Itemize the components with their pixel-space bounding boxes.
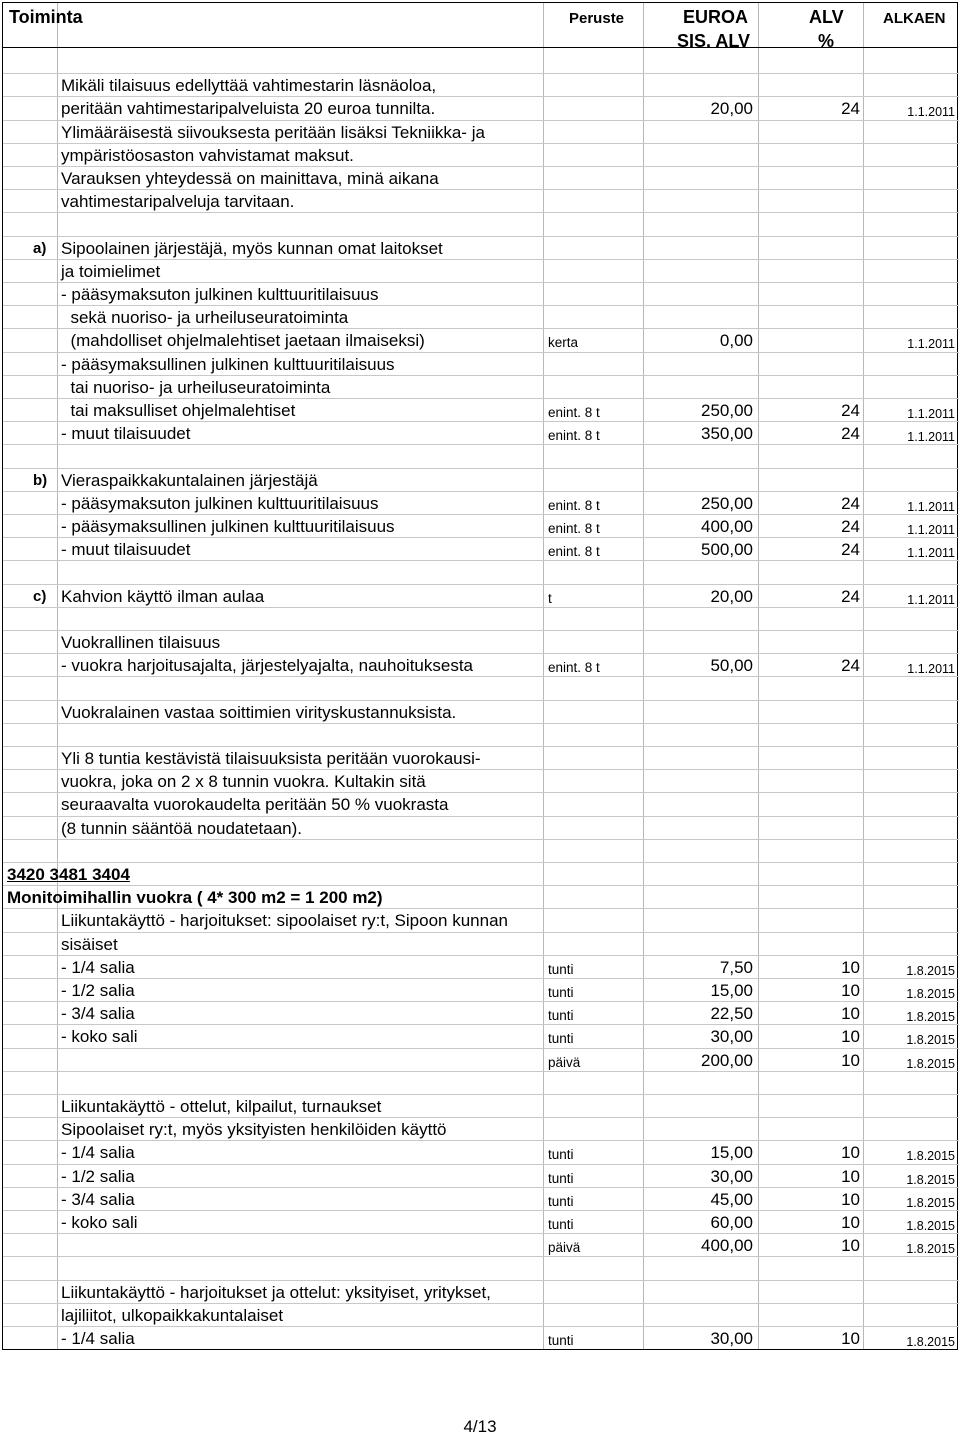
row-vat: 24 [841,656,860,676]
row-description: - 1/4 salia [61,1143,135,1163]
row-description: Ylimääräisestä siivouksesta peritään lisäksi Tekniikka- ja [61,122,485,142]
table-row [3,653,959,676]
row-description: - koko sali [61,1213,138,1232]
row-description: sisäiset [61,934,118,954]
row-description: 3420 3481 3404 [7,865,130,884]
row-price: 500,00 [701,540,753,560]
header-rule [3,47,957,48]
table-row [3,259,959,282]
table-row [3,305,959,328]
table-row [3,908,959,931]
table-row [3,1256,959,1279]
row-description: - vuokra harjoitusajalta, järjestelyajalta, nauhoituksesta [61,656,474,676]
row-unit: päivä [548,1240,581,1256]
table-row [3,236,959,259]
row-vat: 10 [841,1004,860,1024]
table-row [3,166,959,189]
row-description: Varauksen yhteydessä on mainittava, minä aikana [61,169,439,188]
table-row [3,560,959,583]
row-description: peritään vahtimestaripalveluista 20 euroa tunnilta. [61,99,436,119]
row-price: 7,50 [719,957,753,977]
header-toiminta: Toiminta [9,7,83,27]
table-row [3,514,959,537]
row-unit: tunti [548,1193,574,1209]
row-unit: tunti [548,961,574,977]
row-description: Sipoolaiset ry:t, myös yksityisten henkilöiden käyttö [61,1120,447,1140]
row-letter: b) [33,471,48,489]
header-euroa: EUROA [683,7,749,27]
row-date: 1.1.2011 [907,592,955,607]
row-price: 45,00 [710,1189,753,1209]
table-row [3,1280,959,1303]
header-alkaen: ALKAEN [883,10,946,27]
row-unit: enint. 8 t [548,428,600,444]
row-unit: tunti [548,1333,574,1348]
row-description: Vuokralainen vastaa soittimien virityskustannuksista. [61,702,457,722]
header-peruste: Peruste [569,10,625,27]
table-row [3,1048,959,1071]
table-row [3,1233,959,1256]
row-vat: 24 [841,493,860,513]
row-description: Vieraspaikkakuntalainen järjestäjä [61,470,318,490]
table-row [3,120,959,143]
row-vat: 10 [841,1236,860,1256]
table-row [3,700,959,723]
row-unit: tunti [548,1170,574,1186]
row-vat: 24 [841,517,860,536]
row-date: 1.1.2011 [907,337,955,352]
row-price: 250,00 [701,401,753,420]
table-row [3,955,959,978]
row-date: 1.1.2011 [907,546,955,561]
table-row [3,862,959,885]
row-vat: 10 [841,1166,860,1186]
row-date: 1.8.2015 [906,1010,955,1025]
row-description: - koko sali [61,1027,138,1047]
row-vat: 10 [841,981,860,1000]
row-unit: tunti [548,1008,574,1024]
table-row [3,143,959,166]
row-price: 50,00 [710,656,753,676]
table-row [3,792,959,815]
row-description: Kahvion käyttö ilman aulaa [61,586,265,606]
row-vat: 10 [841,1050,860,1070]
row-price: 0,00 [719,331,753,351]
table-row [3,1303,959,1326]
row-vat: 10 [841,1189,860,1209]
row-unit: enint. 8 t [548,497,600,513]
row-vat: 24 [841,99,860,119]
row-unit: enint. 8 t [548,660,600,676]
row-price: 350,00 [701,424,753,444]
table-row [3,584,959,607]
row-date: 1.1.2011 [907,662,955,677]
table-row [3,932,959,955]
row-unit: t [548,590,552,606]
row-vat: 24 [841,540,860,560]
table-row [3,537,959,560]
row-description: Liikuntakäyttö - harjoitukset ja ottelut: yksityiset, yritykset, [61,1282,491,1302]
row-date: 1.8.2015 [906,1149,955,1164]
row-vat: 10 [841,1213,860,1232]
header-alv-percent: % [818,31,835,51]
table-row [3,1187,959,1210]
table-row [3,630,959,653]
row-description: sekä nuoriso- ja urheiluseuratoiminta [61,308,349,328]
row-vat: 10 [841,957,860,977]
table-row [3,607,959,630]
row-description: ympäristöosaston vahvistamat maksut. [61,145,354,165]
row-letter: c) [33,587,47,605]
row-unit: päivä [548,1054,581,1070]
row-description: Liikuntakäyttö - ottelut, kilpailut, turnaukset [61,1097,382,1116]
page-number: 4/13 [463,1417,497,1436]
row-description: lajiliitot, ulkopaikkakuntalaiset [61,1305,284,1325]
row-description: Liikuntakäyttö - harjoitukset: sipoolaiset ry:t, Sipoon kunnan [61,911,508,931]
row-description: (mahdolliset ohjelmalehtiset jaetaan ilmaiseksi) [61,331,425,351]
row-description: Mikäli tilaisuus edellyttää vahtimestarin läsnäoloa, [61,76,437,96]
table-row [3,839,959,862]
row-description: - 1/4 salia [61,1329,135,1348]
row-price: 22,50 [710,1004,753,1024]
row-date: 1.8.2015 [906,1335,955,1349]
table-row [3,1001,959,1024]
row-date: 1.1.2011 [907,407,955,421]
row-date: 1.8.2015 [906,1172,955,1187]
row-description: - 1/2 salia [61,981,135,1000]
table-row [3,375,959,398]
table-row [3,352,959,375]
row-description: (8 tunnin sääntöä noudatetaan). [61,818,303,838]
row-vat: 10 [841,1329,860,1348]
table-row [3,1326,959,1349]
row-description: tai nuoriso- ja urheiluseuratoiminta [61,377,331,397]
row-description: - 3/4 salia [61,1189,135,1209]
header-sis-alv: SIS. ALV [677,31,751,51]
table-row [3,189,959,212]
table-row [3,723,959,746]
row-description: - pääsymaksullinen julkinen kulttuuritilaisuus [61,517,395,536]
row-date: 1.1.2011 [907,523,955,537]
row-price: 250,00 [701,493,753,513]
row-description: - 1/4 salia [61,957,135,977]
row-vat: 24 [841,586,860,606]
row-vat: 10 [841,1027,860,1047]
row-vat: 10 [841,1143,860,1163]
row-vat: 24 [841,401,860,420]
table-row [3,746,959,769]
row-unit: enint. 8 t [548,544,600,560]
row-date: 1.8.2015 [906,1195,955,1210]
row-price: 15,00 [710,981,753,1000]
row-price: 20,00 [710,99,753,119]
table-row [3,1024,959,1047]
row-description: Sipoolainen järjestäjä, myös kunnan omat laitokset [61,238,443,258]
table-row [3,769,959,792]
row-price: 20,00 [710,586,753,606]
row-description: Monitoimihallin vuokra ( 4* 300 m2 = 1 200 m2) [7,888,383,908]
row-description: - pääsymaksullinen julkinen kulttuuritilaisuus [61,354,395,374]
table-row [3,816,959,839]
table-row [3,1164,959,1187]
row-description: - pääsymaksuton julkinen kulttuuritilaisuus [61,493,379,513]
table-row [3,885,959,908]
row-price: 15,00 [710,1143,753,1163]
row-price: 30,00 [710,1329,753,1348]
row-description: ja toimielimet [61,261,161,281]
row-letter: a) [33,239,47,257]
row-unit: tunti [548,1147,574,1163]
row-date: 1.8.2015 [906,1242,955,1257]
row-price: 30,00 [710,1027,753,1047]
row-description: - muut tilaisuudet [61,424,191,444]
row-vat: 24 [841,424,860,444]
table-row [3,73,959,96]
row-date: 1.8.2015 [906,963,955,978]
table-row [3,96,959,119]
table-row [3,282,959,305]
table-row [3,1117,959,1140]
row-description: - 3/4 salia [61,1004,135,1024]
row-unit: tunti [548,1217,574,1232]
table-row [3,468,959,491]
row-description: vuokra, joka on 2 x 8 tunnin vuokra. Kultakin sitä [61,772,426,792]
row-description: tai maksulliset ohjelmalehtiset [61,401,296,420]
row-description: vahtimestaripalveluja tarvitaan. [61,192,295,212]
row-date: 1.8.2015 [906,1033,955,1048]
row-unit: enint. 8 t [548,521,600,536]
row-unit: kerta [548,335,579,351]
table-row [3,1140,959,1163]
row-description: seuraavalta vuorokaudelta peritään 50 % vuokrasta [61,795,449,815]
row-price: 400,00 [701,1236,753,1256]
table-row [3,421,959,444]
row-date: 1.1.2011 [907,105,955,120]
row-unit: tunti [548,1031,574,1047]
row-description: Vuokrallinen tilaisuus [61,633,221,652]
table-row [3,398,959,421]
row-date: 1.8.2015 [906,987,955,1001]
table-row [3,50,959,73]
row-price: 60,00 [710,1213,753,1232]
row-description: - muut tilaisuudet [61,540,191,560]
table-row [3,978,959,1001]
header-alv: ALV [809,7,844,27]
row-description: Yli 8 tuntia kestävistä tilaisuuksista peritään vuorokausi- [61,749,481,768]
row-price: 30,00 [710,1166,753,1186]
row-date: 1.8.2015 [906,1219,955,1233]
table-row [3,212,959,235]
row-price: 400,00 [701,517,753,536]
table-row [3,676,959,699]
row-date: 1.1.2011 [907,499,955,514]
row-date: 1.1.2011 [907,430,955,445]
row-date: 1.8.2015 [906,1056,955,1071]
price-table [2,2,958,1350]
table-row [3,1071,959,1094]
table-row [3,444,959,467]
row-unit: enint. 8 t [548,405,600,420]
table-row [3,328,959,351]
table-row [3,491,959,514]
row-unit: tunti [548,985,574,1000]
table-row [3,1210,959,1233]
row-price: 200,00 [701,1050,753,1070]
row-description: - 1/2 salia [61,1166,135,1186]
table-row [3,1094,959,1117]
row-description: - pääsymaksuton julkinen kulttuuritilaisuus [61,285,379,304]
